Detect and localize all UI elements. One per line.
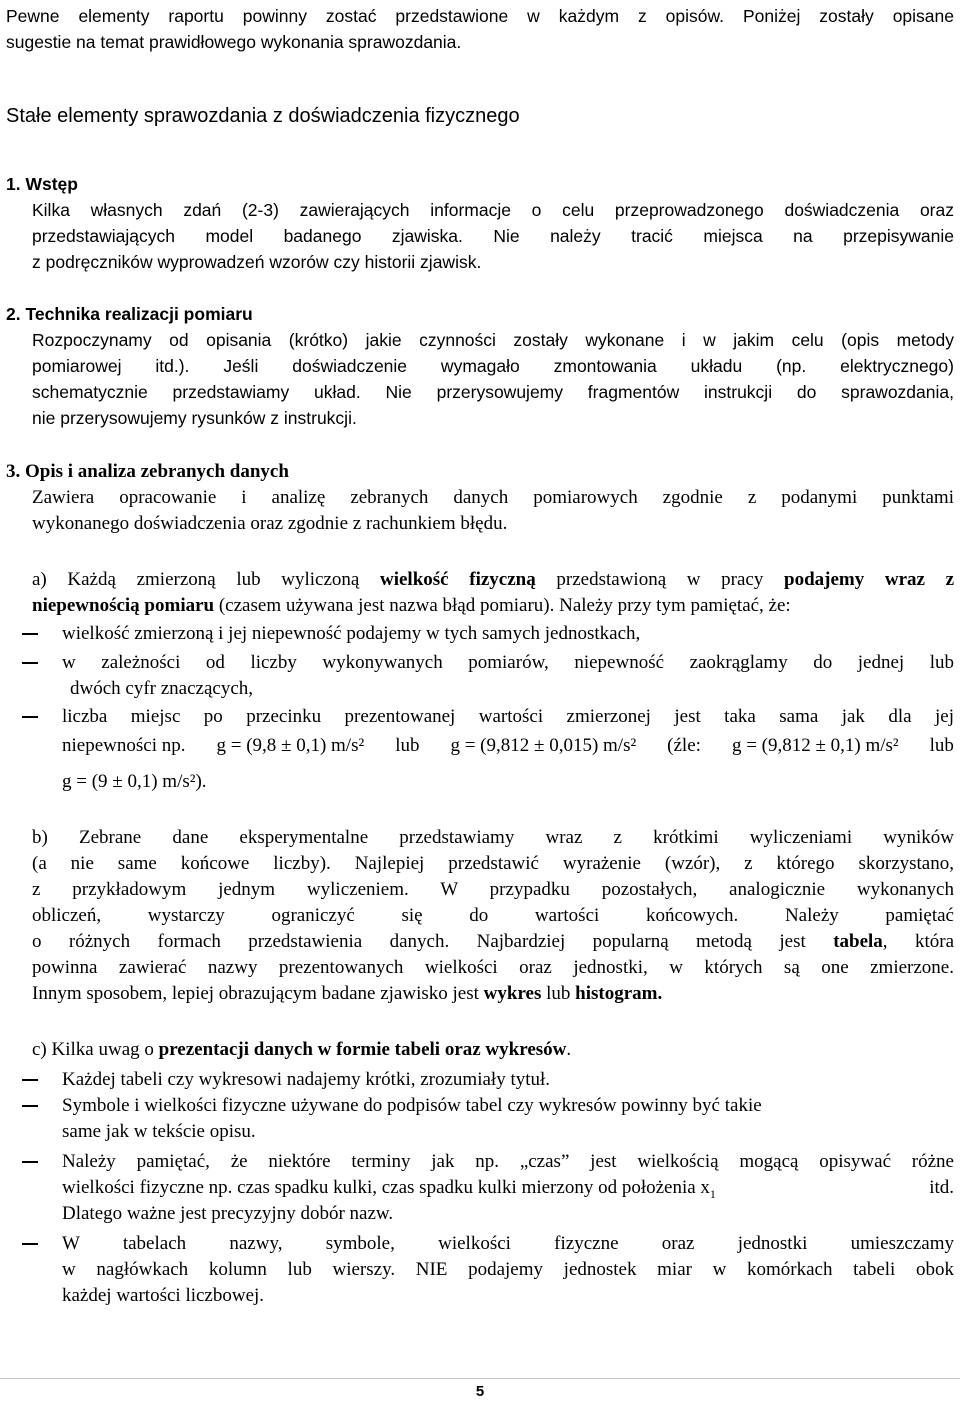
- section-3-title-text: 3. Opis i analiza zebranych danych: [6, 461, 289, 482]
- bullet-dash: [22, 1079, 38, 1081]
- section-1-line-2: [32, 224, 954, 248]
- part-a-bullet-3-line-2: [62, 734, 954, 758]
- part-a-line-1: [32, 568, 954, 592]
- part-b-histogram-word: histogram.: [575, 983, 663, 1004]
- or-label-2: lub: [929, 735, 954, 756]
- section-2-line-1: Rozpoczynamy od opisania (krótko) jakie czynności zostały wykonane i w jakim celu (opis metody: [32, 330, 954, 350]
- part-c-bullet-4-line-3: każdej wartości liczbowej.: [62, 1285, 265, 1306]
- part-b-or: lub: [546, 983, 571, 1004]
- section-2-line-3b: Nie przerysowujemy fragmentów instrukcji do sprawozdania,: [385, 382, 954, 402]
- section-1-line-2a: przedstawiających model badanego zjawiska.: [32, 226, 463, 246]
- bullet-dash: [22, 1105, 38, 1107]
- part-a-bullet-3-line-3: [62, 770, 207, 794]
- section-2-line-2a: pomiarowej itd.).: [32, 356, 190, 376]
- intro-line-1: Pewne elementy raportu powinny zostać przedstawione w każdym z opisów. Poniżej zostały opisane: [6, 6, 954, 26]
- page-heading: Stałe elementy sprawozdania z doświadczenia fizycznego: [6, 105, 520, 127]
- part-a-bullet-3-np: niepewności np.: [62, 735, 186, 756]
- part-a-line-1a: a) Każdą zmierzoną lub wyliczoną: [32, 569, 360, 590]
- page-number: 5: [475, 1383, 485, 1400]
- part-b-line-1: b) Zebrane dane eksperymentalne przedstawiamy wraz z krótkimi wyliczeniami wyników: [32, 827, 954, 848]
- wrong-label: (źle:: [667, 735, 701, 756]
- part-b-line-7: [32, 982, 662, 1006]
- part-c-bullet-3-itd: itd.: [929, 1177, 954, 1198]
- section-1-line-1: Kilka własnych zdań (2-3) zawierających informacje o celu przeprowadzonego doświadczenia oraz: [32, 200, 954, 220]
- part-c-line-1: [32, 1038, 571, 1062]
- part-a-uncertainty: niepewnością pomiaru: [32, 595, 215, 616]
- part-a-line-2b: (czasem używana jest nazwa błąd pomiaru). Należy przy tym pamiętać, że:: [218, 595, 791, 616]
- part-b-line-4: obliczeń, wystarczy ograniczyć się do wartości końcowych. Należy pamiętać: [32, 905, 954, 926]
- intro-line-2: sugestie na temat prawidłowego wykonania sprawozdania.: [6, 32, 462, 52]
- equation-2: g = (9,812 ± 0,015) m/s²: [450, 735, 637, 756]
- section-3-line-1: Zawiera opracowanie i analizę zebranych danych pomiarowych zgodnie z podanymi punktami: [32, 487, 954, 508]
- part-b-line-7a: Innym sposobem, lepiej obrazującym badane zjawisko jest: [32, 983, 479, 1004]
- part-b-line-5a: o różnych formach przedstawienia danych. Najbardziej popularną metodą jest: [32, 931, 806, 952]
- bullet-dash: [22, 633, 38, 635]
- section-2-title: [6, 302, 253, 326]
- part-c-bullet-2-line-1: Symbole i wielkości fizyczne używane do podpisów tabel czy wykresów powinny być takie: [62, 1095, 762, 1116]
- bullet-dash: [22, 662, 38, 664]
- section-3-title: [6, 460, 289, 484]
- part-c-bullet-1: Każdej tabeli czy wykresowi nadajemy krótki, zrozumiały tytuł.: [62, 1069, 551, 1090]
- part-c-bullet-3-line-2a: [62, 1176, 716, 1200]
- part-a-bullet-1: wielkość zmierzoną i jej niepewność podajemy w tych samych jednostkach,: [62, 623, 641, 644]
- section-1-line-2b: Nie należy tracić miejsca na przepisywanie: [493, 226, 954, 246]
- section-1-line-3: z podręczników wyprowadzeń wzorów czy historii zjawisk.: [32, 252, 482, 272]
- equation-1: g = (9,8 ± 0,1) m/s²: [216, 735, 365, 756]
- part-c-period: .: [566, 1039, 572, 1060]
- part-b-table-word: tabela: [833, 931, 883, 952]
- part-c-bullet-4-line-1: W tabelach nazwy, symbole, wielkości fizyczne oraz jednostki umieszczamy: [62, 1233, 954, 1254]
- part-a-bullet-2-line-1: w zależności od liczby wykonywanych pomiarów, niepewność zaokrąglamy do jednej lub: [62, 652, 954, 673]
- section-1-title-text: 1. Wstęp: [6, 174, 78, 194]
- close-paren: ).: [195, 771, 207, 792]
- section-1-title: [6, 172, 78, 196]
- equation-4: g = (9 ± 0,1) m/s²: [62, 771, 196, 792]
- section-2-line-2: [32, 354, 954, 378]
- part-b-line-5c: , która: [882, 931, 954, 952]
- subscript-1: 1: [709, 1186, 716, 1201]
- bullet-dash: [22, 1243, 38, 1245]
- section-2-line-3a: schematycznie przedstawiamy układ.: [32, 382, 361, 402]
- bullet-dash: [22, 1161, 38, 1163]
- part-a-give-with: podajemy wraz z: [784, 569, 955, 590]
- section-2-title-text: 2. Technika realizacji pomiaru: [6, 304, 253, 324]
- part-c-bullet-2-line-2: same jak w tekście opisu.: [62, 1121, 256, 1142]
- section-2-line-3: [32, 380, 954, 404]
- page-divider: [0, 1378, 960, 1379]
- section-3-line-2: wykonanego doświadczenia oraz zgodnie z rachunkiem błędu.: [32, 513, 508, 534]
- part-a-bullet-2-line-2: dwóch cyfr znaczących,: [70, 678, 254, 699]
- part-b-line-5: [32, 930, 954, 954]
- part-b-line-2: (a nie same końcowe liczby). Najlepiej przedstawić wyrażenie (wzór), z którego skorzystano,: [32, 853, 954, 874]
- part-a-line-1c: przedstawioną w pracy: [556, 569, 764, 590]
- part-c-line-1a: c) Kilka uwag o: [32, 1039, 154, 1060]
- part-c-bullet-3-text: wielkości fizyczne np. czas spadku kulki, czas spadku kulki mierzony od położenia x: [62, 1177, 710, 1198]
- part-c-bullet-3-line-1: Należy pamiętać, że niektóre terminy jak np. „czas” jest wielkością mogącą opisywać różne: [62, 1151, 954, 1172]
- part-b-line-3: z przykładowym jednym wyliczeniem. W przypadku pozostałych, analogicznie wykonanych: [32, 879, 954, 900]
- part-a-physical-quantity: wielkość fizyczną: [380, 569, 536, 590]
- bullet-dash: [22, 716, 38, 718]
- part-b-chart-word: wykres: [483, 983, 542, 1004]
- part-c-bullet-4-line-2: w nagłówkach kolumn lub wierszy. NIE podajemy jednostek miar w komórkach tabeli obok: [62, 1259, 954, 1280]
- part-a-bullet-3-line-1: liczba miejsc po przecinku prezentowanej wartości zmierzonej jest taka sama jak dla jej: [62, 706, 954, 727]
- part-c-bullet-3-line-2: [62, 1176, 954, 1200]
- part-b-line-6: powinna zawierać nazwy prezentowanych wielkości oraz jednostki, w których są one zmierzone.: [32, 957, 954, 978]
- or-label-1: lub: [395, 735, 420, 756]
- part-c-bullet-3-line-3: Dlatego ważne jest precyzyjny dobór nazw.: [62, 1203, 394, 1224]
- section-2-line-4: nie przerysowujemy rysunków z instrukcji.: [32, 408, 357, 428]
- section-2-line-2b: Jeśli doświadczenie wymagało zmontowania układu (np. elektrycznego): [223, 356, 954, 376]
- part-a-line-2: [32, 594, 791, 618]
- part-c-presentation: prezentacji danych w formie tabeli oraz wykresów: [158, 1039, 567, 1060]
- equation-3: g = (9,812 ± 0,1) m/s²: [731, 735, 899, 756]
